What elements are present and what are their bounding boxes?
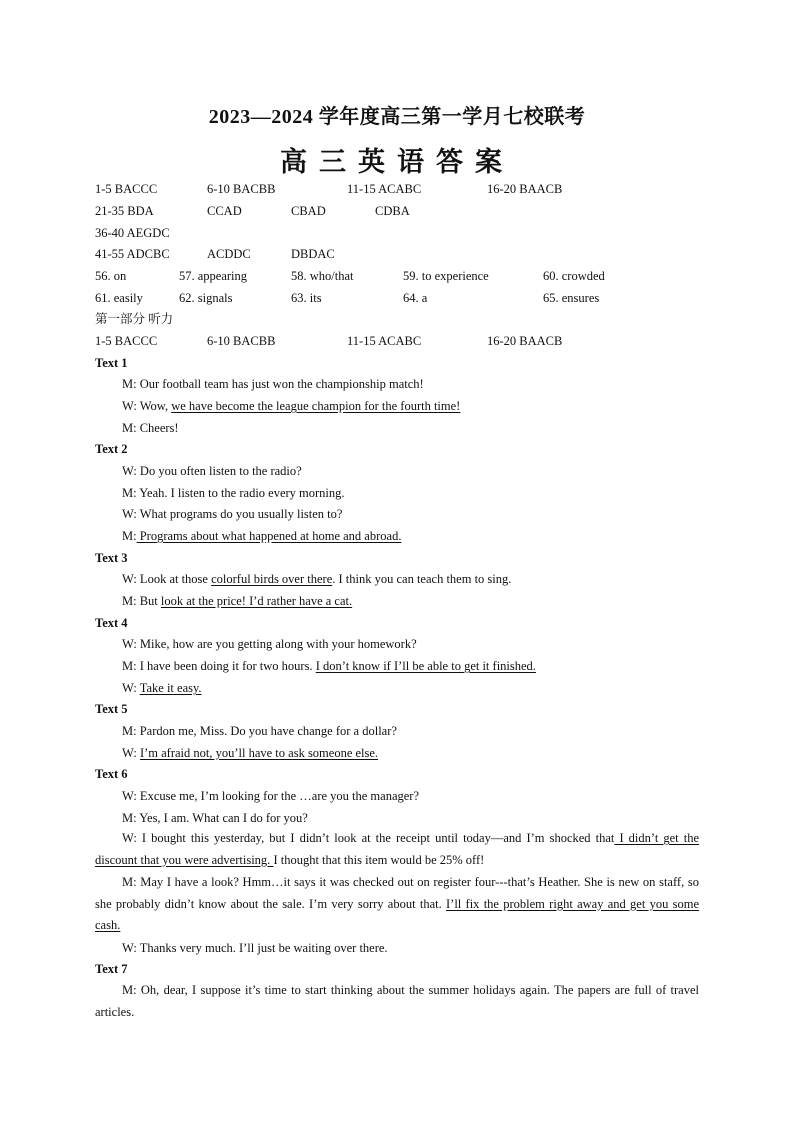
answer-cell: 64. a bbox=[403, 291, 428, 305]
answer-cell: CBAD bbox=[291, 204, 326, 218]
underlined-answer: we have become the league champion for the fourth time! bbox=[171, 399, 461, 413]
underlined-answer: I’ll fix the problem right away and get you some cash. bbox=[95, 896, 699, 933]
dialogue-line bbox=[122, 592, 352, 610]
dialogue-line bbox=[122, 657, 536, 675]
answer-cell: 1-5 BACCC bbox=[95, 182, 158, 196]
dialogue-line: M: Pardon me, Miss. Do you have change for a dollar? bbox=[122, 724, 397, 738]
text-1-heading: Text 1 bbox=[95, 356, 128, 370]
dialogue-line bbox=[122, 679, 202, 697]
dialogue-line: W: Excuse me, I’m looking for the …are you the manager? bbox=[122, 789, 419, 803]
text-6-heading: Text 6 bbox=[95, 767, 128, 781]
dialogue-line bbox=[122, 744, 378, 762]
dialogue-line bbox=[122, 570, 511, 588]
answer-cell: DBDAC bbox=[291, 247, 335, 261]
answer-cell: 21-35 BDA bbox=[95, 204, 154, 218]
text-2-heading: Text 2 bbox=[95, 442, 128, 456]
answer-cell: 56. on bbox=[95, 269, 127, 283]
answer-cell: 36-40 AEGDC bbox=[95, 226, 170, 240]
answer-cell: 65. ensures bbox=[543, 291, 600, 305]
underlined-answer: colorful birds over there bbox=[211, 572, 333, 586]
answer-cell: 11-15 ACABC bbox=[347, 334, 422, 348]
answer-cell: CCAD bbox=[207, 204, 242, 218]
speaker-text: M: I have been doing it for two hours. bbox=[122, 659, 316, 673]
answer-cell: 60. crowded bbox=[543, 269, 605, 283]
page-title: 2023—2024 学年度高三第一学月七校联考 bbox=[208, 106, 586, 128]
dialogue-line: W: Mike, how are you getting along with your homework? bbox=[122, 637, 417, 651]
answer-cell: ACDDC bbox=[207, 247, 251, 261]
answer-cell: 1-5 BACCC bbox=[95, 334, 158, 348]
dialogue-line: M: Yes, I am. What can I do for you? bbox=[122, 811, 308, 825]
dialogue-paragraph: M: Oh, dear, I suppose it’s time to start thinking about the summer holidays again. The papers are full of travel articles. bbox=[95, 983, 699, 1019]
underlined-answer: Programs about what happened at home and abroad. bbox=[136, 529, 402, 543]
dialogue-line: M: Cheers! bbox=[122, 421, 179, 435]
text-5-heading: Text 5 bbox=[95, 702, 128, 716]
answer-cell: 6-10 BACBB bbox=[207, 334, 276, 348]
underlined-answer: I’m afraid not, you’ll have to ask someone else. bbox=[139, 746, 379, 760]
dialogue-line: M: Our football team has just won the championship match! bbox=[122, 377, 424, 391]
dialogue-paragraph bbox=[95, 872, 699, 937]
speaker-text: W: I bought this yesterday, but I didn’t look at the receipt until today—and I’m shocked that bbox=[122, 831, 615, 845]
dialogue-line: W: Thanks very much. I’ll just be waiting over there. bbox=[122, 941, 388, 955]
answer-cell: 59. to experience bbox=[403, 269, 489, 283]
speaker-text: W: Look at those bbox=[122, 572, 212, 586]
text-4-heading: Text 4 bbox=[95, 616, 128, 630]
answer-cell: 16-20 BAACB bbox=[487, 182, 563, 196]
underlined-answer: Take it easy. bbox=[139, 681, 202, 695]
dialogue-line bbox=[122, 397, 460, 415]
underlined-answer: look at the price! I’d rather have a cat. bbox=[160, 594, 353, 608]
answer-cell: CDBA bbox=[375, 204, 410, 218]
speaker-text: W: Wow, bbox=[122, 399, 172, 413]
answer-cell: 11-15 ACABC bbox=[347, 182, 422, 196]
speaker-text: I thought that this item would be 25% off! bbox=[273, 852, 485, 867]
speaker-text: M: May I have a look? Hmm…it says it was checked out on register four---that’s Heather. She is new on staff, so she probably didn’t know about the sale. I’m very sorry about that. bbox=[95, 875, 699, 911]
dialogue-line: M: Yeah. I listen to the radio every morning. bbox=[122, 486, 345, 500]
underlined-answer: I didn’t get the discount that you were advertising. bbox=[95, 831, 699, 867]
speaker-text: M: But bbox=[122, 594, 161, 608]
answer-cell: 62. signals bbox=[179, 291, 233, 305]
listening-heading: 第一部分 听力 bbox=[95, 312, 174, 326]
answer-cell: 41-55 ADCBC bbox=[95, 247, 170, 261]
speaker-text: M: bbox=[122, 529, 137, 543]
answer-cell: 63. its bbox=[291, 291, 322, 305]
dialogue-line: W: What programs do you usually listen to? bbox=[122, 507, 343, 521]
answer-cell: 61. easily bbox=[95, 291, 143, 305]
underlined-answer: I don’t know if I’ll be able to get it finished. bbox=[315, 659, 536, 673]
page-subtitle: 高三英语答案 bbox=[280, 147, 514, 177]
dialogue-line bbox=[122, 527, 401, 545]
dialogue-paragraph bbox=[95, 828, 699, 871]
text-7-heading: Text 7 bbox=[95, 962, 128, 976]
answer-cell: 58. who/that bbox=[291, 269, 354, 283]
answer-cell: 6-10 BACBB bbox=[207, 182, 276, 196]
answer-cell: 57. appearing bbox=[179, 269, 248, 283]
text-3-heading: Text 3 bbox=[95, 551, 128, 565]
dialogue-line: W: Do you often listen to the radio? bbox=[122, 464, 302, 478]
answer-cell: 16-20 BAACB bbox=[487, 334, 563, 348]
speaker-text: . I think you can teach them to sing. bbox=[332, 572, 512, 586]
speaker-text: W: bbox=[122, 681, 140, 695]
speaker-text: W: bbox=[122, 746, 140, 760]
